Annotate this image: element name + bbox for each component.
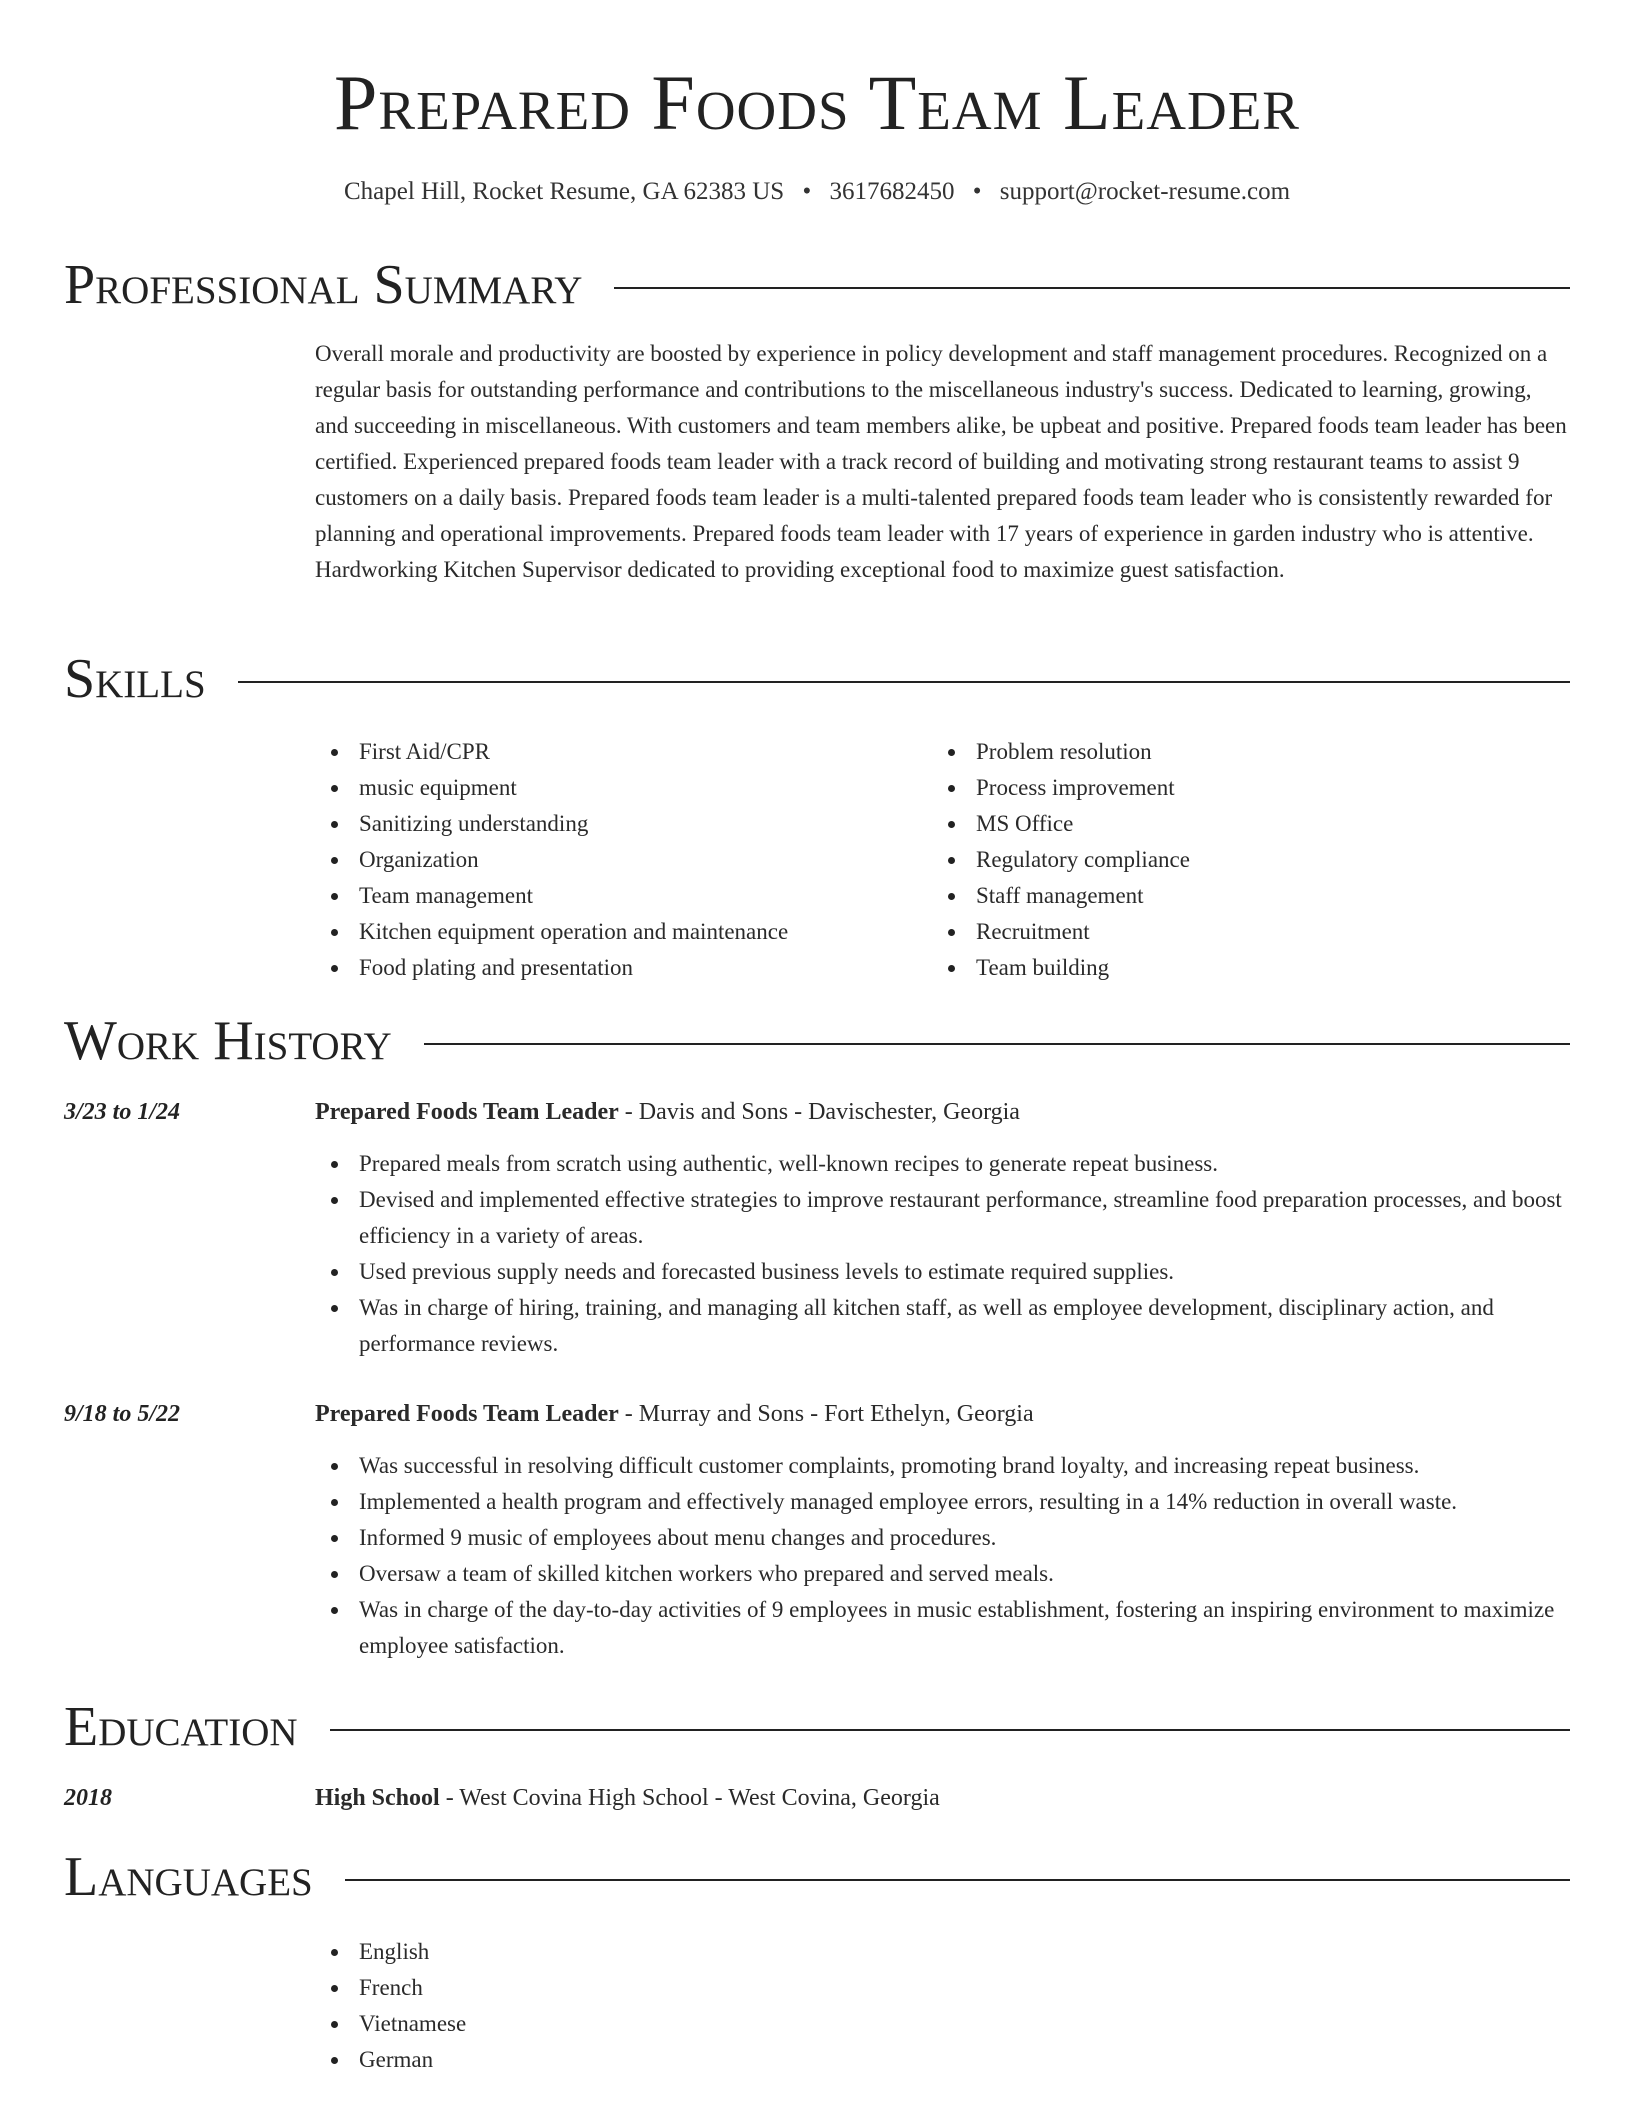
skill-item: Regulatory compliance — [932, 842, 1549, 878]
section-divider — [424, 1043, 1570, 1045]
job-bullet: Prepared meals from scratch using authentic, well-known recipes to generate repeat business. — [315, 1146, 1570, 1182]
job-title-line — [315, 1396, 1034, 1432]
contact-line — [64, 175, 1570, 209]
job-bullet: Was successful in resolving difficult customer complaints, promoting brand loyalty, and increasing repeat business. — [315, 1448, 1570, 1484]
skills-list-right — [932, 734, 1549, 986]
work-section — [64, 1006, 1570, 1664]
languages-section — [64, 1842, 1570, 2078]
education-details: - West Covina High School - West Covina, Georgia — [439, 1785, 940, 1811]
work-title: Work History — [64, 1010, 392, 1072]
skill-item: Process improvement — [932, 770, 1549, 806]
job-details: - Davis and Sons - Davischester, Georgia — [618, 1099, 1020, 1125]
job-bullet: Was in charge of the day-to-day activities of 9 employees in music establishment, fostering an inspiring environment to maximize employee satisfaction. — [315, 1592, 1570, 1664]
skill-item: Team building — [932, 950, 1549, 986]
education-entry — [64, 1780, 1570, 1816]
job-entry — [64, 1094, 1570, 1362]
skill-item: music equipment — [315, 770, 932, 806]
contact-address: Chapel Hill, Rocket Resume, GA 62383 US — [343, 178, 785, 205]
summary-text: Overall morale and productivity are boosted by experience in policy development and staff management procedures. Recognized on a regular basis for outstanding performance and contributions to the miscellaneous industry's success. Dedicated to learning, growing, and succeeding in miscellaneous. With customers and team members alike, be upbeat and positive. Prepared foods team leader has been certified. Experienced prepared foods team leader with a track record of building and motivating strong restaurant teams to assist 9 customers on a daily basis. Prepared foods team leader is a multi-talented prepared foods team leader who is consistently rewarded for planning and operational improvements. Prepared foods team leader with 17 years of experience in garden industry who is attentive. Hardworking Kitchen Supervisor dedicated to providing exceptional food to maximize guest satisfaction. — [315, 341, 1567, 582]
education-section — [64, 1692, 1570, 1816]
job-bullet: Implemented a health program and effectively managed employee errors, resulting in a 14% reduction in overall waste. — [315, 1484, 1570, 1520]
education-degree: High School — [315, 1785, 440, 1811]
education-line — [315, 1780, 940, 1816]
job-bullets — [315, 1448, 1570, 1664]
section-divider — [345, 1879, 1570, 1881]
job-role: Prepared Foods Team Leader — [315, 1099, 619, 1125]
section-divider — [330, 1729, 1570, 1731]
job-header — [64, 1094, 1570, 1130]
skill-item: Food plating and presentation — [315, 950, 932, 986]
job-bullets — [315, 1146, 1570, 1362]
skill-item: Team management — [315, 878, 932, 914]
job-bullet: Devised and implemented effective strategies to improve restaurant performance, streamline food preparation processes, and boost efficiency in a variety of areas. — [315, 1182, 1570, 1254]
skills-section — [64, 644, 1570, 986]
skill-item: Kitchen equipment operation and maintenance — [315, 914, 932, 950]
language-item: Vietnamese — [315, 2006, 1570, 2042]
section-divider — [614, 287, 1570, 289]
language-item: German — [315, 2042, 1570, 2078]
job-entry — [64, 1396, 1570, 1664]
job-bullet: Informed 9 music of employees about menu changes and procedures. — [315, 1520, 1570, 1556]
skill-item: Organization — [315, 842, 932, 878]
skills-title: Skills — [64, 648, 206, 710]
job-bullet: Used previous supply needs and forecasted business levels to estimate required supplies. — [315, 1254, 1570, 1290]
languages-header — [64, 1842, 1570, 1912]
job-role: Prepared Foods Team Leader — [315, 1401, 619, 1427]
contact-separator: • — [802, 178, 812, 205]
skill-item: Sanitizing understanding — [315, 806, 932, 842]
job-bullet: Was in charge of hiring, training, and managing all kitchen staff, as well as employee development, disciplinary action, and performance reviews. — [315, 1290, 1570, 1362]
languages-title: Languages — [64, 1846, 313, 1908]
education-header — [64, 1692, 1570, 1762]
skill-item: Problem resolution — [932, 734, 1549, 770]
education-title: Education — [64, 1696, 298, 1758]
resume-name: Prepared Foods Team Leader — [334, 59, 1300, 146]
languages-list — [315, 1934, 1570, 2078]
job-title-line — [315, 1094, 1020, 1130]
skills-header — [64, 644, 1570, 714]
skill-item: MS Office — [932, 806, 1549, 842]
job-details: - Murray and Sons - Fort Ethelyn, Georgia — [618, 1401, 1034, 1427]
language-item: English — [315, 1934, 1570, 1970]
contact-phone: 3617682450 — [829, 178, 955, 205]
skill-item: Staff management — [932, 878, 1549, 914]
skill-item: Recruitment — [932, 914, 1549, 950]
job-dates: 9/18 to 5/22 — [64, 1401, 181, 1427]
language-item: French — [315, 1970, 1570, 2006]
job-bullet: Oversaw a team of skilled kitchen workers who prepared and served meals. — [315, 1556, 1570, 1592]
section-divider — [238, 681, 1570, 683]
job-dates: 3/23 to 1/24 — [64, 1099, 181, 1125]
contact-separator: • — [972, 178, 982, 205]
contact-email: support@rocket-resume.com — [999, 178, 1291, 205]
skills-list-left — [315, 734, 932, 986]
summary-section — [64, 250, 1570, 588]
summary-header — [64, 250, 1570, 320]
summary-title: Professional Summary — [64, 254, 583, 316]
job-header — [64, 1396, 1570, 1432]
skill-item: First Aid/CPR — [315, 734, 932, 770]
work-header — [64, 1006, 1570, 1076]
skills-grid — [315, 734, 1570, 986]
education-year: 2018 — [64, 1785, 112, 1811]
